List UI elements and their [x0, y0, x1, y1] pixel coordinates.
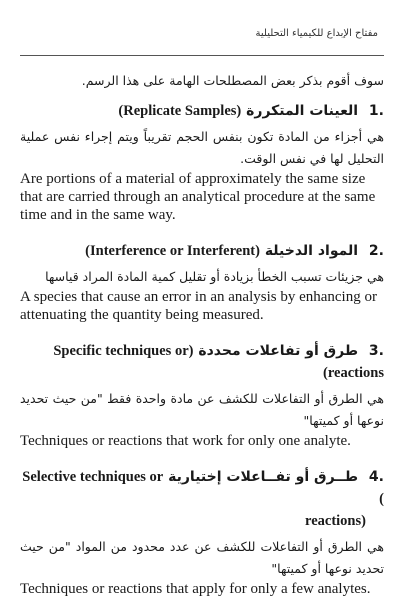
section-4-en-title-line2: (reactions [305, 513, 366, 529]
section-2-en-body: A species that cause an error in an analysis by enhancing or attenuating the quantity being measured. [20, 289, 377, 323]
section-4-ar-body: هي الطرق أو التفاعلات للكشف عن عدد محدود من المواد "من حيث تحديد نوعها أو كميتها" [20, 539, 384, 576]
section-1-number: .1 [368, 103, 384, 119]
section-1-ar-body: هي أجزاء من المادة تكون بنفس الحجم تقريباً ويتم إجراء نفس عملية التحليل لها في نفس الوقت. [20, 129, 384, 166]
section-3-ar-body: هي الطرق أو التفاعلات للكشف عن مادة واحدة فقط "من حيث تحديد نوعها أو كميتها" [20, 391, 384, 428]
section-1-ar-title: العينات المتكررة [246, 103, 359, 119]
section-3-en-body: Techniques or reactions that work for only one analyte. [20, 433, 351, 449]
section-2-en-title: (Interference or Interferent) [85, 243, 260, 259]
section-4-en-body: Techniques or reactions that apply for only a few analytes. [20, 581, 371, 597]
header-rule [20, 55, 384, 56]
section-4-en-title-line1: Selective techniques or ( [22, 469, 384, 507]
section-4-number: .4 [368, 469, 384, 485]
section-2-number: .2 [368, 243, 384, 259]
section-3-ar-title: طرق أو تفاعلات محددة [198, 343, 359, 359]
section-2-heading [20, 240, 384, 262]
section-1-en-body: Are portions of a material of approximately the same size that are carried through an analytical procedure at the same time and in the same way. [20, 171, 376, 223]
intro-text: سوف أقوم بذكر بعض المصطلحات الهامة على هذا الرسم. [81, 73, 384, 88]
page-content [20, 70, 384, 604]
section-2-ar-title: المواد الدخيلة [264, 243, 359, 259]
page-header: مفتاح الإبداع للكيمياء التحليلية [255, 28, 378, 39]
section-1-heading [20, 100, 384, 122]
section-3-en-title: (Specific techniques or reactions) [53, 343, 384, 381]
section-4-heading [20, 466, 384, 532]
section-3-number: .3 [368, 343, 384, 359]
section-1-en-title: (Replicate Samples) [118, 103, 242, 119]
section-3-heading [20, 340, 384, 384]
section-2-ar-body: هي جزيئات تسبب الخطأ بزيادة أو تقليل كمية المادة المراد قياسها [45, 269, 384, 284]
section-4-ar-title: طــرق أو تفــاعلات إختيارية [168, 469, 359, 485]
